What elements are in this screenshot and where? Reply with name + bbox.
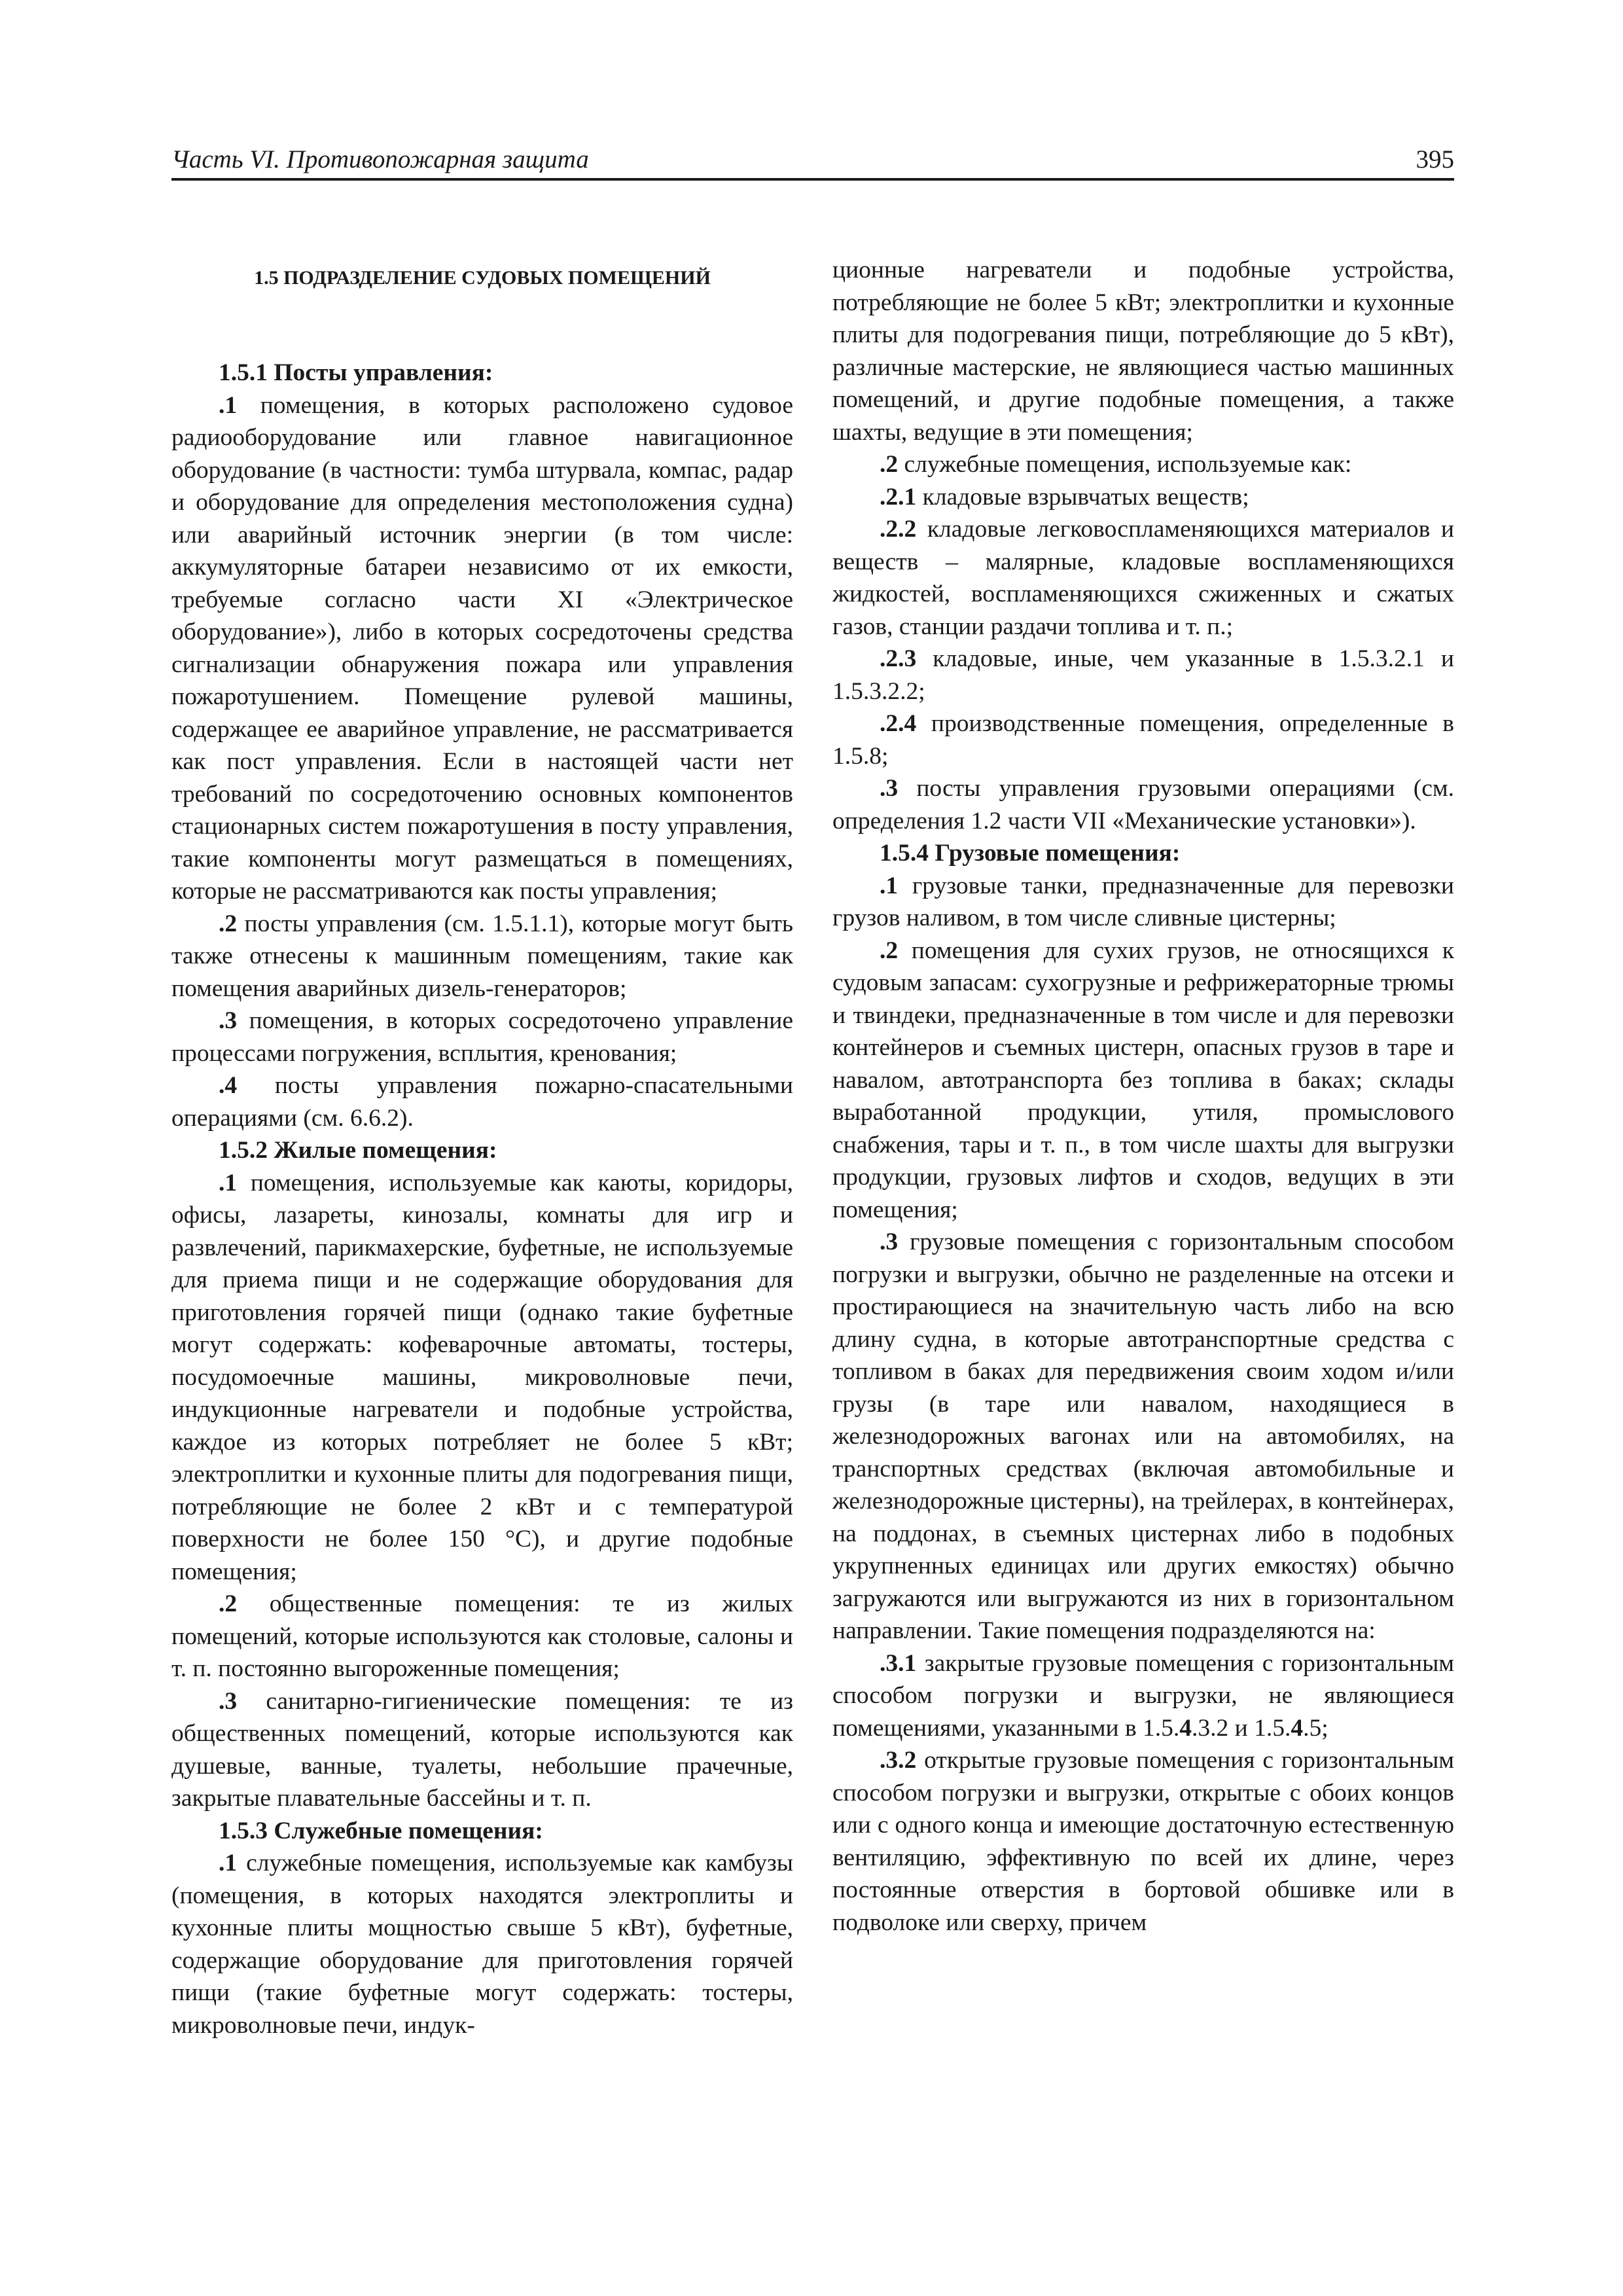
paragraph-1-5-3-2-2: [832, 513, 1454, 643]
paragraph-text: помещения для сухих грузов, не относящихся к судовым запасам: сухогрузные и рефрижераторные трюмы и твиндеки, предназначенные в том числе и для перевозки контейнеров и съемных цистерн, опасных грузов в таре и навалом, автотранспорта без топлива в баках; склады выработанной продукции, утиля, промыслового снабжения, тары и т. п., в том числе шахты для выгрузки продукции, грузовых лифтов и сходов, ведущих в эти помещения;: [832, 937, 1454, 1223]
paragraph-1-5-1-1: [171, 389, 793, 908]
paragraph-text: закрытые грузовые помещения с горизонтальным способом погрузки и выгрузки, не являющиеся помещениями, указанными в 1.5.: [832, 1649, 1454, 1742]
left-column: [171, 252, 793, 2041]
paragraph-text: кладовые, иные, чем указанные в 1.5.3.2.1 и 1.5.3.2.2;: [832, 645, 1454, 705]
paragraph-1-5-1-4: [171, 1069, 793, 1134]
page-number: 395: [1416, 145, 1454, 173]
paragraph-1-5-3-3: [832, 772, 1454, 837]
item-number: .3: [880, 1229, 899, 1255]
paragraph-text: кладовые легковоспламеняющихся материалов и веществ – малярные, кладовые воспламеняющихся жидкостей, воспламеняющихся сжиженных и сжатых газов, станции раздачи топлива и т. п.;: [832, 516, 1454, 640]
item-number: .3: [880, 775, 899, 802]
paragraph-1-5-2-1: [171, 1167, 793, 1588]
paragraph-text: грузовые танки, предназначенные для перевозки грузов наливом, в том числе сливные цистерны;: [832, 872, 1454, 931]
subheading-1-5-3: 1.5.3 Служебные помещения:: [219, 1817, 543, 1844]
paragraph-text: кладовые взрывчатых веществ;: [916, 483, 1249, 511]
bold-digit: 4: [1291, 1714, 1304, 1742]
item-number: .4: [219, 1072, 238, 1099]
paragraph-1-5-3-2-1: [832, 481, 1454, 514]
item-number: .3: [219, 1007, 238, 1034]
paragraph-1-5-4-1: [832, 870, 1454, 935]
bold-digit: 4: [1179, 1714, 1192, 1742]
paragraph-text: помещения, используемые как каюты, коридоры, офисы, лазареты, кинозалы, комнаты для игр и развлечений, парикмахерские, буфетные, не используемые для приема пищи и не содержащие оборудования для приготовления горячей пищи (однако такие буфетные могут содержать: кофеварочные автоматы, тостеры, посудомоечные машины, микроволновые печи, индукционные нагреватели и подобные устройства, каждое из которых потребляет не более 5 кВт; электроплитки и кухонные плиты для подогревания пищи, потребляющие не более 2 кВт и с температурой поверхности не более 150 °С), и другие подобные помещения;: [171, 1169, 793, 1585]
paragraph-1-5-1-3: [171, 1005, 793, 1069]
paragraph-1-5-4-3-2: [832, 1744, 1454, 1939]
paragraph-text: санитарно-гигиенические помещения: те из общественных помещений, которые используются как душевые, ванные, туалеты, небольшие прачечные, закрытые плавательные бассейны и т. п.: [171, 1687, 793, 1812]
item-number: .2: [219, 1590, 238, 1617]
section-heading: 1.5 ПОДРАЗДЕЛЕНИЕ СУДОВЫХ ПОМЕЩЕНИЙ: [254, 267, 711, 289]
subheading-1-5-4: 1.5.4 Грузовые помещения:: [880, 840, 1181, 867]
item-number: .2.3: [880, 645, 917, 672]
right-column: [832, 254, 1454, 1939]
item-number: .3.1: [880, 1649, 917, 1677]
paragraph-1-5-1-2: [171, 908, 793, 1005]
paragraph-1-5-3-2-3: [832, 643, 1454, 708]
paragraph-text: помещения, в которых сосредоточено управление процессами погружения, всплытия, кренования;: [171, 1007, 793, 1067]
header-title: Часть VI. Противопожарная защита: [171, 145, 589, 173]
paragraph-text: общественные помещения: те из жилых помещений, которые используются как столовые, салоны и т. п. постоянно выгороженные помещения;: [171, 1590, 793, 1682]
item-number: .2.4: [880, 710, 917, 737]
subheading-1-5-1: 1.5.1 Посты управления:: [219, 359, 493, 386]
paragraph-text: посты управления (см. 1.5.1.1), которые могут быть также отнесены к машинным помещениям, такие как помещения аварийных дизель-генераторов;: [171, 910, 793, 1002]
item-number: .3: [219, 1687, 238, 1715]
item-number: .2: [219, 910, 238, 937]
paragraph-text: производственные помещения, определенные в 1.5.8;: [832, 710, 1454, 770]
paragraph-1-5-3-2: [832, 448, 1454, 481]
item-number: .2.2: [880, 516, 917, 543]
paragraph-text: .5;: [1303, 1714, 1329, 1742]
running-header: [171, 139, 1454, 181]
paragraph-1-5-4-3: [832, 1226, 1454, 1647]
paragraph-text: служебные помещения, используемые как камбузы (помещения, в которых находятся электроплиты и кухонные плиты мощностью свыше 5 кВт), буфетные, содержащие оборудование для приготовления горячей пищи (такие буфетные могут содержать: тостеры, микроволновые печи, индук-: [171, 1850, 793, 2039]
item-number: .1: [219, 391, 238, 419]
paragraph-text: .3.2 и 1.5.: [1192, 1714, 1291, 1742]
paragraph-text: служебные помещения, используемые как:: [898, 451, 1352, 478]
paragraph-1-5-4-2: [832, 935, 1454, 1227]
item-number: .2: [880, 937, 899, 964]
paragraph-1-5-3-2-4: [832, 708, 1454, 772]
item-number: .2: [880, 451, 899, 478]
subheading-1-5-2: 1.5.2 Жилые помещения:: [219, 1137, 497, 1164]
paragraph-text: грузовые помещения с горизонтальным способом погрузки и выгрузки, обычно не разделенные на отсеки и простирающиеся на значительную часть либо на всю длину судна, в которые автотранспортные средства с топливом в баках для передвижения своим ходом и/или грузы (в таре или навалом, находящиеся в железнодорожных вагонах или на автомобилях, на транспортных средствах (включая автомобильные и железнодорожные цистерны), на трейлерах, в контейнерах, на поддонах, в съемных цистернах либо в подобных укрупненных единицах или других емкостях) обычно загружаются или выгружаются из них в горизонтальном направлении. Такие помещения подразделяются на:: [832, 1229, 1454, 1644]
paragraph-text: открытые грузовые помещения с горизонтальным способом погрузки и выгрузки, открытые с обоих концов или с одного конца и имеющие достаточную естественную вентиляцию, эффективную по всей их длине, через постоянные отверстия в бортовой обшивке или в подволоке или сверху, причем: [832, 1747, 1454, 1936]
item-number: .1: [219, 1169, 238, 1196]
paragraph-text: посты управления грузовыми операциями (см. определения 1.2 части VII «Механические установки»).: [832, 775, 1454, 834]
item-number: .3.2: [880, 1747, 917, 1774]
paragraph-1-5-4-3-1: [832, 1647, 1454, 1745]
paragraph-text: посты управления пожарно-спасательными операциями (см. 6.6.2).: [171, 1072, 793, 1132]
paragraph-1-5-3-1-continued: ционные нагреватели и подобные устройства, потребляющие не более 5 кВт; электроплитки и кухонные плиты для подогревания пищи, потребляющие до 5 кВт), различные мастерские, не являющиеся частью машинных помещений, и другие подобные помещения, а также шахты, ведущие в эти помещения;: [832, 257, 1454, 446]
paragraph-1-5-2-3: [171, 1685, 793, 1815]
item-number: .2.1: [880, 483, 917, 511]
item-number: .1: [219, 1850, 238, 1876]
paragraph-text: помещения, в которых расположено судовое радиооборудование или главное навигационное оборудование (в частности: тумба штурвала, компас, радар и оборудование для определения местоположения судна) или аварийный источник энергии (в том числе: аккумуляторные батареи независимо от их емкости, требуемые согласно части XI «Электрическое оборудование»), либо в которых сосредоточены средства сигнализации обнаружения пожара или управления пожаротушением. Помещение рулевой машины, содержащее ее аварийное управление, не рассматривается как пост управления. Если в настоящей части нет требований по сосредоточению основных компонентов стационарных систем пожаротушения в посту управления, такие компоненты могут размещаться в помещениях, которые не рассматриваются как посты управления;: [171, 391, 793, 905]
paragraph-1-5-2-2: [171, 1588, 793, 1685]
item-number: .1: [880, 872, 899, 899]
paragraph-1-5-3-1: [171, 1847, 793, 2041]
